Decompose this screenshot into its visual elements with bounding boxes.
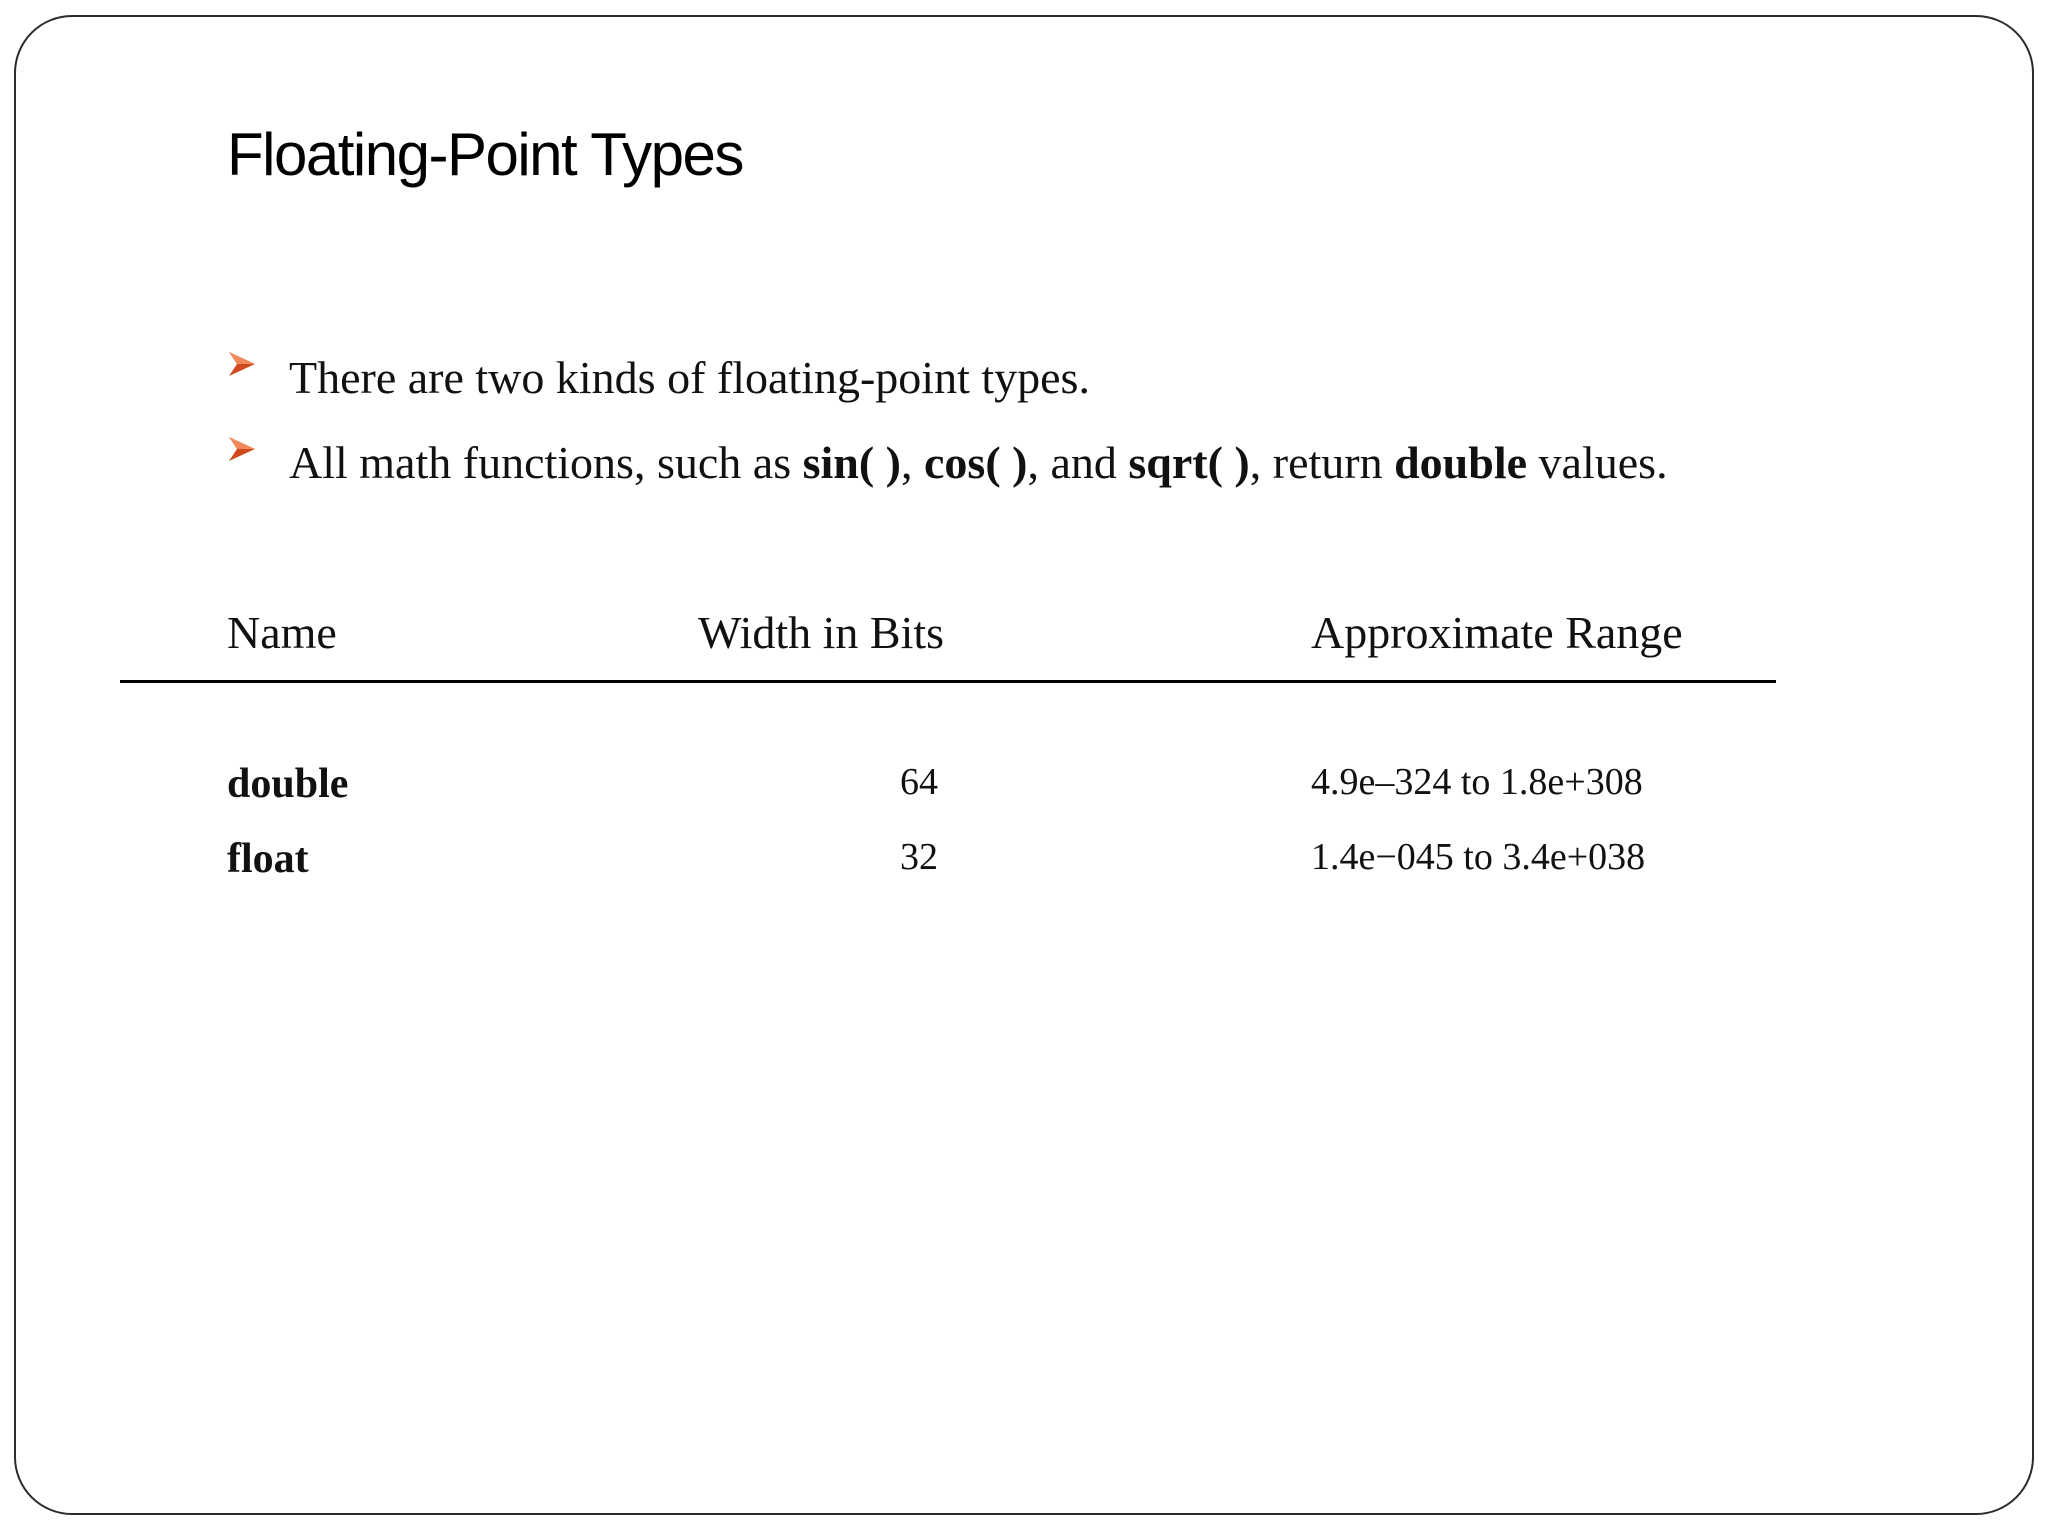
table-header-name: Name (227, 607, 337, 658)
table-cell-name: float (227, 836, 309, 882)
code-term: sqrt( ) (1128, 437, 1250, 488)
code-term: double (1394, 437, 1528, 488)
slide-title: Floating-Point Types (227, 121, 743, 188)
table-cell-range: 4.9e–324 to 1.8e+308 (1311, 761, 1643, 803)
arrow-bullet-icon (227, 434, 289, 464)
bullet-item (227, 437, 1668, 488)
arrow-bullet-icon (227, 349, 289, 379)
code-term: sin( ) (802, 437, 901, 488)
table-divider (120, 680, 1776, 683)
table-cell-width: 32 (900, 836, 938, 878)
table-header-width: Width in Bits (698, 607, 945, 658)
table-header-range: Approximate Range (1311, 607, 1683, 658)
table-cell-width: 64 (900, 761, 938, 803)
code-term: cos( ) (924, 437, 1028, 488)
bullet-text: There are two kinds of floating-point types. (289, 352, 1090, 403)
table-cell-name: double (227, 761, 349, 807)
table-cell-range: 1.4e−045 to 3.4e+038 (1311, 836, 1646, 878)
bullet-item (227, 352, 1090, 403)
bullet-text: All math functions, such as sin( ), cos( ), and sqrt( ), return double values. (289, 437, 1668, 488)
